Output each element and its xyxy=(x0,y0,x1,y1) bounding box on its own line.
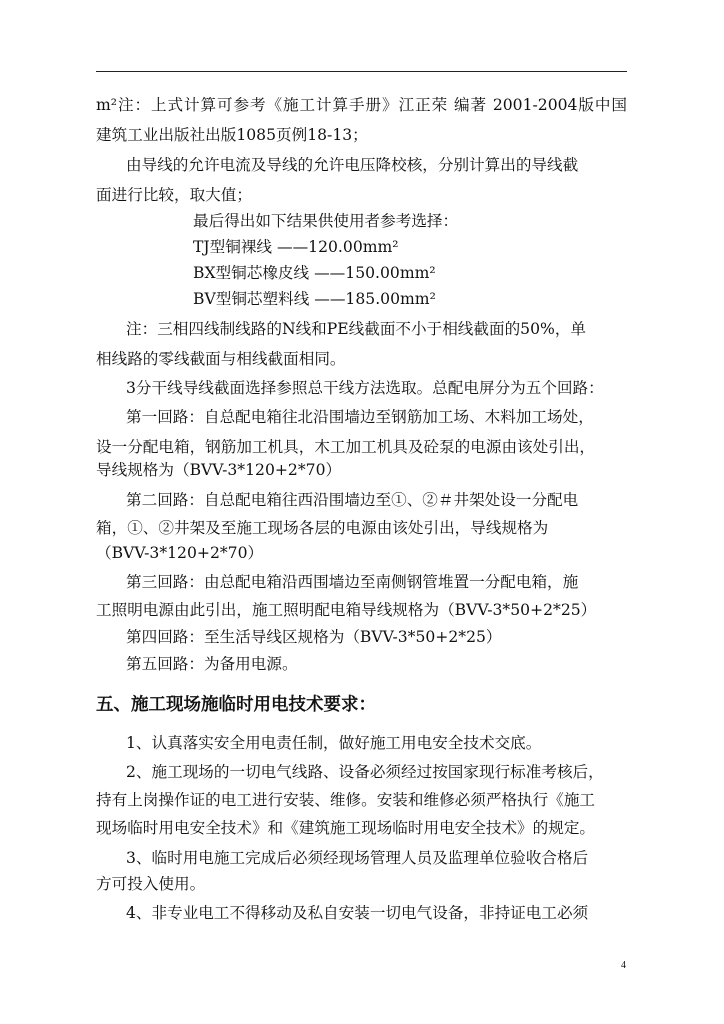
text-line: 第五回路：为备用电源。 xyxy=(126,655,298,673)
text-line: 第二回路：自总配电箱往西沿围墙边至①、②＃井架处设一分配电 xyxy=(126,491,579,509)
text-line: 方可投入使用。 xyxy=(96,875,206,893)
text-line: BX型铜芯橡皮线 ——150.00mm² xyxy=(193,264,436,282)
text-line: 1、认真落实安全用电责任制，做好施工用电安全技术交底。 xyxy=(126,734,542,752)
section-heading: 五、施工现场施临时用电技术要求： xyxy=(96,695,376,715)
text-line: 现场临时用电安全技术》和《建筑施工现场临时用电安全技术》的规定。 xyxy=(96,819,596,837)
text-line: 设一分配电箱，钢筋加工机具，木工加工机具及砼泵的电源由该处引出， xyxy=(96,438,596,456)
text-line: m²注：上式计算可参考《施工计算手册》江正荣 编著 2001-2004版中国 xyxy=(96,96,627,114)
text-line: 第一回路：自总配电箱往北沿围墙边至钢筋加工场、木料加工场处， xyxy=(126,408,594,426)
text-line: （BVV-3*120+2*70） xyxy=(96,544,264,562)
text-line: TJ型铜裸线 ——120.00mm² xyxy=(193,238,399,256)
page-number: 4 xyxy=(621,960,626,971)
text-line: BV型铜芯塑料线 ——185.00mm² xyxy=(193,290,436,308)
text-line: 4、非专业电工不得移动及私自安装一切电气设备，非持证电工必须 xyxy=(126,904,589,922)
text-line: 最后得出如下结果供使用者参考选择： xyxy=(193,212,459,230)
text-line: 面进行比较，取大值； xyxy=(96,186,252,204)
text-line: 建筑工业出版社出版1085页例18-13； xyxy=(96,126,368,144)
text-line: 工照明电源由此引出，施工照明配电箱导线规格为（BVV-3*50+2*25） xyxy=(96,601,597,619)
text-line: 3分干线导线截面选择参照总干线方法选取。总配电屏分为五个回路： xyxy=(126,379,604,397)
text-line: 由导线的允许电流及导线的允许电压降校核，分别计算出的导线截 xyxy=(126,156,579,174)
text-line: 箱，①、②井架及至施工现场各层的电源由该处引出，导线规格为 xyxy=(96,519,549,537)
text-line: 第四回路：至生活导线区规格为（BVV-3*50+2*25） xyxy=(126,628,502,646)
text-line: 第三回路：由总配电箱沿西围墙边至南侧钢管堆置一分配电箱，施 xyxy=(126,573,579,591)
text-line: 3、临时用电施工完成后必须经现场管理人员及监理单位验收合格后 xyxy=(126,849,589,867)
text-line: 注：三相四线制线路的N线和PE线截面不小于相线截面的50%，单 xyxy=(126,320,587,338)
text-line: 2、施工现场的一切电气线路、设备必须经过按国家现行标准考核后， xyxy=(126,763,604,781)
text-line: 持有上岗操作证的电工进行安装、维修。安装和维修必须严格执行《施工 xyxy=(96,791,596,809)
text-line: 导线规格为（BVV-3*120+2*70） xyxy=(96,461,342,479)
header-rule xyxy=(96,71,627,72)
text-line: 相线路的零线截面与相线截面相同。 xyxy=(96,350,346,368)
